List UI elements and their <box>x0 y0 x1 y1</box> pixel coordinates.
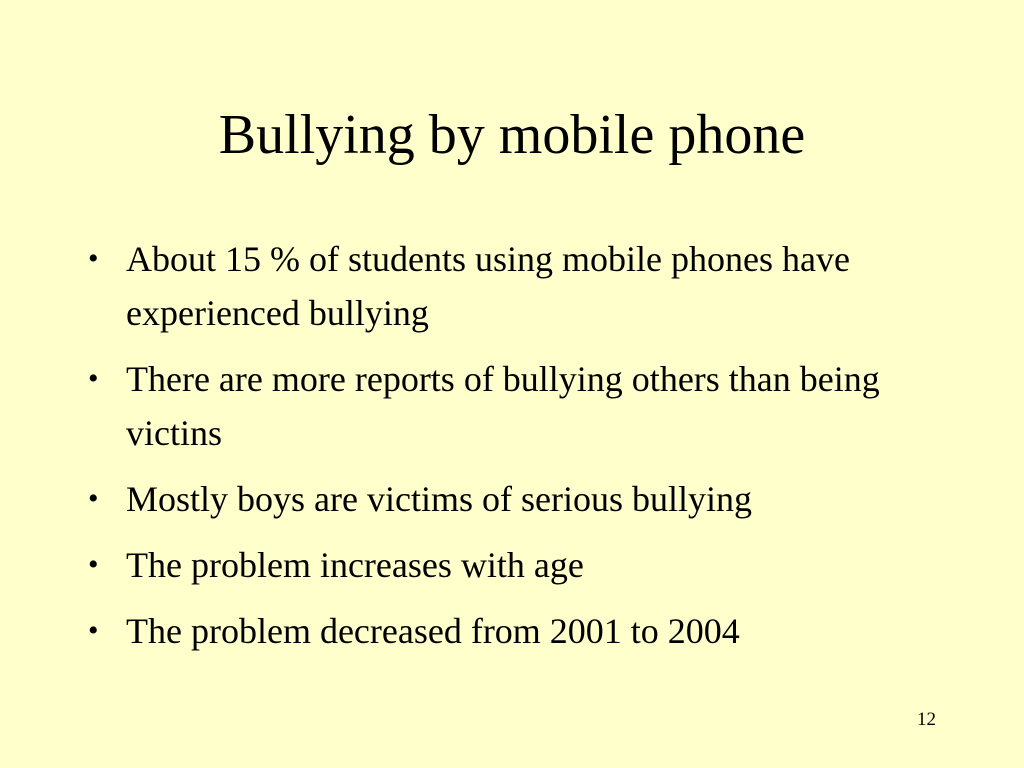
bullet-item <box>80 604 960 658</box>
bullet-item <box>80 352 960 460</box>
bullet-item <box>80 472 960 526</box>
bullet-text: The problem decreased from 2001 to 2004 <box>126 611 740 651</box>
bullet-text: Mostly boys are victims of serious bullying <box>126 479 752 519</box>
bullet-text: There are more reports of bullying others than being victins <box>126 359 880 453</box>
bullet-icon: • <box>88 548 99 581</box>
page-number: 12 <box>917 709 936 730</box>
bullet-icon: • <box>88 242 99 275</box>
bullet-icon: • <box>88 614 99 647</box>
bullet-item <box>80 232 960 340</box>
bullet-text: The problem increases with age <box>126 545 584 585</box>
bullet-icon: • <box>88 482 99 515</box>
bullet-icon: • <box>88 362 99 395</box>
bullet-list <box>80 232 960 670</box>
bullet-text: About 15 % of students using mobile phones have experienced bullying <box>126 239 850 333</box>
bullet-item <box>80 538 960 592</box>
slide-title: Bullying by mobile phone <box>218 104 806 166</box>
